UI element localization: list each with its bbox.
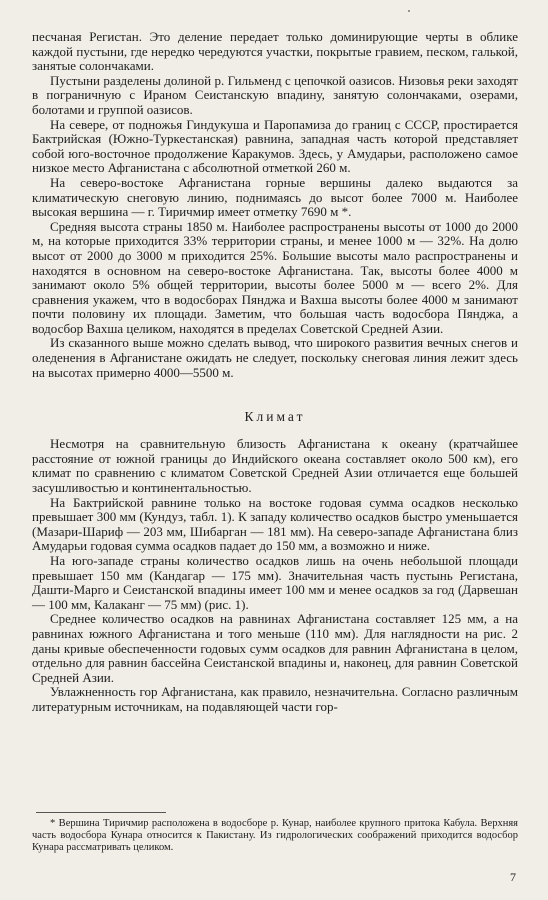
paragraph: На севере, от подножья Гиндукуша и Паропамиза до границ с СССР, простирается Бактрийская (Южно-Туркестанская) равнина, западная часть которой представляет собой юго-восточное продолжение Каракумов. Здесь, у Амударьи, расположено самое низкое место Афганистана с абсолютной отметкой 260 м. bbox=[32, 116, 518, 176]
paragraph: Несмотря на сравнительную близость Афганистана к океану (кратчайшее расстояние от южной границы до Индийского океана составляет около 500 км), его климат по сравнению с климатом Советской Средней Азии отличается еще большей засушливостью и континентальностью. bbox=[32, 436, 518, 496]
paragraph: Пустыни разделены долиной р. Гильменд с цепочкой оазисов. Низовья реки заходят в пограничную с Ираном Сеистанскую впадину, занятую солончаками, озерами, болотами и группой оазисов. bbox=[32, 72, 518, 117]
paragraph: Средняя высота страны 1850 м. Наиболее распространены высоты от 1000 до 2000 м, на которые приходится 33% территории страны, и менее 1000 м — 32%. На долю высот от 2000 до 3000 м приходится 25%. Большие высоты мало распространены и находятся в основном на северо-востоке Афганистана. Так, высоты более 4000 м занимают около 5% общей территории, высоты более 5000 м — всего 2%. Для сравнения укажем, что в водосборах Пянджа и Вахша высоты более 4000 м занимают почти половину их площади. Заметим, что большая часть водосбора Пянджа, а водосбор Вахша целиком, находятся в пределах Советской Средней Азии. bbox=[32, 218, 518, 336]
paragraph: песчаная Регистан. Это деление передает только доминирующие черты в облике каждой пустыни, где нередко чередуются участки, покрытые гравием, песком, галькой, занятые солончаками. bbox=[32, 29, 518, 74]
footnote: * Вершина Тиричмир расположена в водосборе р. Кунар, наиболее крупного притока Кабула. Верхняя часть водосбора Кунара относится к Пакистану. Из гидрологических соображений приходится водосбор Кунара рассматривать целиком. bbox=[32, 818, 518, 854]
paragraph: На Бактрийской равнине только на востоке годовая сумма осадков несколько превышает 300 мм (Кундуз, табл. 1). К западу количество осадков быстро уменьшается (Мазари-Шариф — 203 мм, Шибарган — 181 мм). На северо-западе Афганистана близ Амударьи годовая сумма осадков падает до 150 мм, а возможно и ниже. bbox=[32, 494, 518, 554]
paragraph: На юго-западе страны количество осадков лишь на очень небольшой площади превышает 150 мм (Кандагар — 175 мм). Значительная часть пустынь Регистана, Дашти-Марго и Сеистанской впадины имеет 100 мм и менее осадков за год (Дарвешан — 100 мм, Калаканг — 75 мм) (рис. 1). bbox=[32, 553, 518, 612]
footnote-divider bbox=[36, 812, 166, 813]
paragraph: Среднее количество осадков на равнинах Афганистана составляет 125 мм, а на равнинах южного Афганистана и того меньше (110 мм). Для наглядности на рис. 2 даны кривые обеспеченности годовых сумм осадков для равнин Афганистана в целом, отдельно для равнин бассейна Сеистанской впадины и, наконец, для равнин Советской Средней Азии. bbox=[32, 611, 518, 685]
paragraph: На северо-востоке Афганистана горные вершины далеко выдаются за климатическую снеговую линию, поднимаясь до высот более 7000 м. Наиболее высокая вершина — г. Тиричмир имеет отметку 7690 м *. bbox=[32, 174, 518, 220]
paragraph: Из сказанного выше можно сделать вывод, что широкого развития вечных снегов и оледенения в Афганистане ожидать не следует, поскольку снеговая линия лежит здесь на высотах примерно 4000—5500 м. bbox=[32, 335, 518, 380]
body-text bbox=[32, 30, 518, 715]
page-number: 7 bbox=[510, 870, 516, 884]
print-speck bbox=[408, 10, 410, 12]
paragraph: Увлажненность гор Афганистана, как правило, незначительна. Согласно различным литературным источникам, на подавляющей части гор- bbox=[32, 684, 518, 714]
section-heading: Климат bbox=[244, 409, 306, 425]
